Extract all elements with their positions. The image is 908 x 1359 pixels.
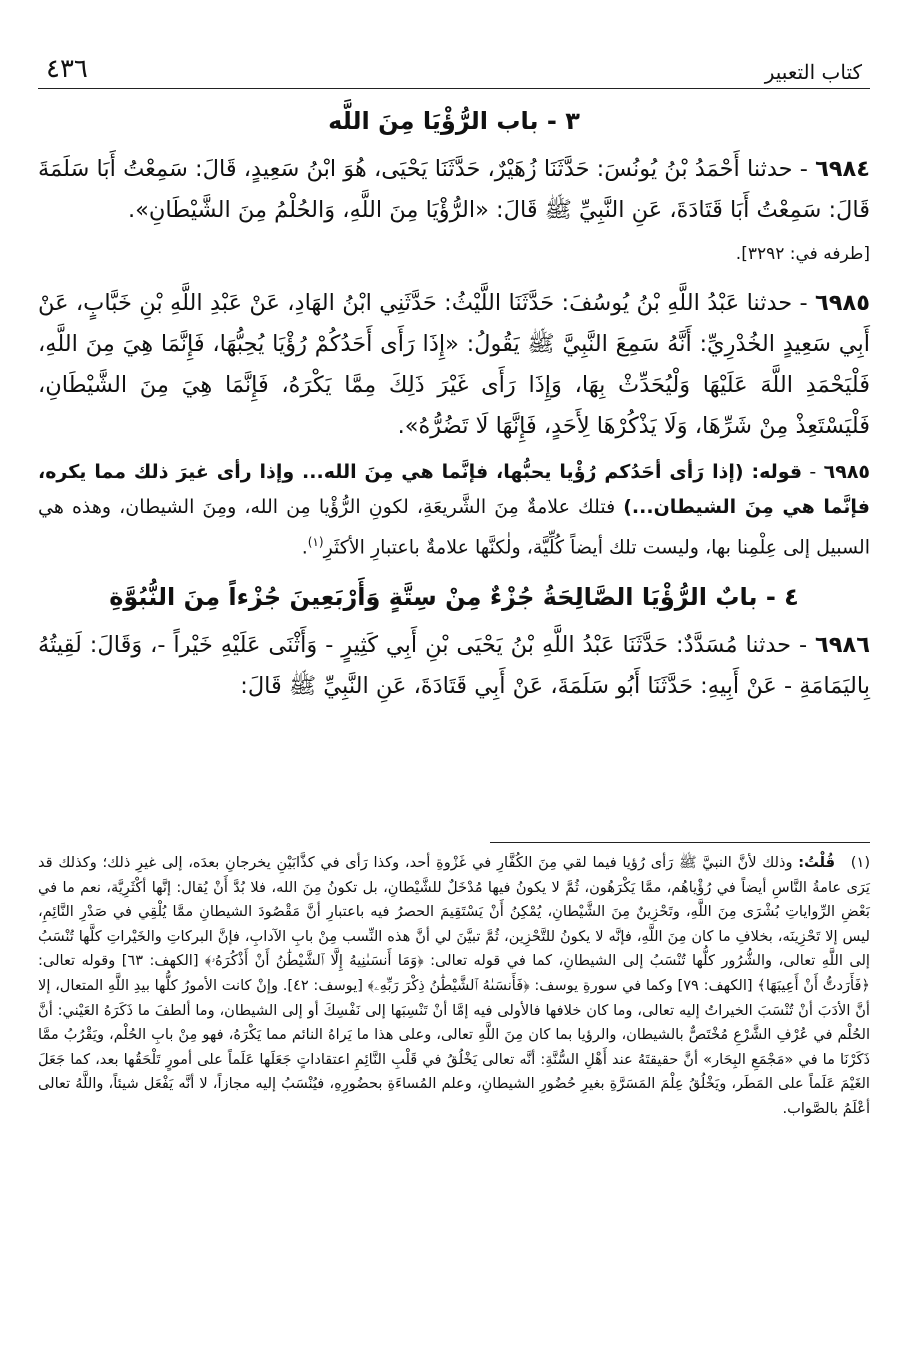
footnote-reference[interactable]: (١) (307, 535, 324, 549)
hadith-text: حدثنا عَبْدُ اللَّهِ بْنُ يُوسُفَ: حَدَّثَنَا اللَّيْثُ: حَدَّثَنِي ابْنُ الهَادِ، عَنْ عَبْدِ اللَّهِ بْنِ خَبَّابٍ، عَنْ أَبِي سَعِيدٍ الخُدْرِيِّ: أَنَّهُ سَمِعَ النَّبِيَّ ﷺ يَقُولُ: «إِذَا رَأَى أَحَدُكُمْ رُؤْيَا يُحِبُّهَا، فَإِنَّمَا هِيَ مِنَ اللَّهِ، فَلْيَحْمَدِ اللَّهَ عَلَيْهَا وَلْيُحَدِّثْ بِهَا، وَإِذَا رَأَى غَيْرَ ذَلِكَ مِمَّا يَكْرَهُ، فَإِنَّمَا هِيَ مِنَ الشَّيْطَانِ، فَلْيَسْتَعِذْ مِنْ شَرِّهَا، وَلَا يَذْكُرْهَا لِأَحَدٍ، فَإِنَّهَا لَا تَضُرُّهُ». (38, 290, 870, 439)
footnote-divider (490, 842, 870, 843)
commentary-body: فتلك علامةٌ مِنَ الشَّريعَةِ، لكونِ الرُّؤْيا مِن الله، ومِنَ الشيطان، وهذه هي السبيل إلى عِلْمِنا بها، وليست تلك أيضاً كُلِّيَّة، ولٰكنَّها علامةٌ باعتبارِ الأكثَرِ (38, 496, 870, 559)
commentary-number: ٦٩٨٥ (823, 461, 871, 483)
cross-reference: [طرفه في: ٣٢٩٢]. (735, 244, 870, 264)
hadith-text: حدثنا أَحْمَدُ بْنُ يُونُسَ: حَدَّثَنَا زُهَيْرٌ، حَدَّثَنَا يَحْيَى، هُوَ ابْنُ سَعِيدٍ، قَالَ: سَمِعْتُ أَبَا سَلَمَةَ قَالَ: سَمِعْتُ أَبَا قَتَادَةَ، عَنِ النَّبِيِّ ﷺ قَالَ: «الرُّؤْيَا مِنَ اللَّهِ، وَالحُلْمُ مِنَ الشَّيْطَانِ». (38, 156, 870, 223)
page-number: ٤٣٦ (46, 54, 88, 84)
chapter-3-title: ٣ - باب الرُّؤْيَا مِنَ اللَّه (328, 107, 580, 135)
chapter-4-title: ٤ - بابٌ الرُّؤْيَا الصَّالِحَةُ جُزْءٌ مِنْ سِتَّةٍ وَأَرْبَعِينَ جُزْءاً مِنَ النُّبُوَّةِ (109, 583, 799, 612)
book-title: كتاب التعبير (764, 60, 862, 84)
commentary-lead: قوله: (إذا رَأى أحَدُكم رُؤْيا يحبُّها، فإنَّما هي مِنَ الله... وإذا رأى غيرَ ذلك مما يكره، فإنَّما هي مِنَ الشيطان...) (38, 461, 870, 518)
commentary-6985: ٦٩٨٥ - قوله: (إذا رَأى أحَدُكم رُؤْيا يحبُّها، فإنَّما هي مِنَ الله... وإذا رأى غيرَ ذلك مما يكره، فإنَّما هي مِنَ الشيطان...) فتلك علامةٌ مِنَ الشَّريعَةِ، لكونِ الرُّؤْيا مِن الله، ومِنَ الشيطان، وهذه هي السبيل إلى عِلْمِنا بها، وليست تلك أيضاً كُلِّيَّة، ولٰكنَّها علامةٌ باعتبارِ الأكثَرِ$^{(١)}$. (38, 461, 871, 559)
hadith-text: حدثنا مُسَدَّدٌ: حَدَّثَنَا عَبْدُ اللَّهِ بْنُ يَحْيَى بْنِ أَبِي كَثِيرٍ - وَأَثْنَى عَلَيْهِ خَيْراً -، وَقَالَ: لَقِيتُهُ بِاليَمَامَةِ - عَنْ أَبِيهِ: حَدَّثَنَا أَبُو سَلَمَةَ، عَنْ أَبِي قَتَادَةَ، عَنِ النَّبِيِّ ﷺ قَالَ: (38, 632, 870, 700)
footnote-lead: قُلْتُ: (798, 854, 836, 871)
hadith-number: ٦٩٨٤ (815, 156, 870, 182)
footnote-1 (38, 851, 870, 1122)
hadith-number: ٦٩٨٦ (815, 632, 870, 659)
hadith-6984: ٦٩٨٤ - حدثنا أَحْمَدُ بْنُ يُونُسَ: حَدَّثَنَا زُهَيْرٌ، حَدَّثَنَا يَحْيَى، هُوَ ابْنُ سَعِيدٍ، قَالَ: سَمِعْتُ أَبَا سَلَمَةَ قَالَ: سَمِعْتُ أَبَا قَتَادَةَ، عَنِ النَّبِيِّ ﷺ قَالَ: «الرُّؤْيَا مِنَ اللَّهِ، وَالحُلْمُ مِنَ الشَّيْطَانِ». (38, 156, 870, 223)
footnote-text: وذلك لأنَّ النبيَّ ﷺ رَأى رُؤيا فيما لقي مِنَ الكُفَّارِ في غَزْوةِ أحد، وكذا رَأى في كذَّابَيْنِ يخرجانِ بعدَه، إلى غيرِ ذلك؛ وكذلك قد يَرَى عامةُ النَّاسِ أيضاً في رُؤْياهُم، ممَّا يَكْرَهُون، ثُمَّ لا يكونُ فيها مُدْخَلٌ للشَّيْطانِ، بل تكونُ مِنَ الله، فلا بُدَّ أَنْ يُقال: إنَّها أكْثَرِيَّة، نعم ما في بَعْضِ الرِّواياتِ بُشْرَى مِنَ اللَّهِ، وتَحْزِينٌ مِنَ الشَّيْطانِ، يُمْكِنُ أَنْ يَسْتَقِيمَ الحصرُ فيه باعتبارِ أنَّ مَقْصُودَ الشيطانِ ممَّا يُلْقِي في صَدْرِ النَّائِمِ، ليس إلا تَحْزِينَه، بخلافِ ما كان مِنَ اللَّهِ، فإنَّه لا يكونُ للتَّحْزِين، ثُمَّ تبيَّنَ لي أنَّ هذه النِّسب مِنْ بابِ الآدابِ، فإنَّ البركاتِ والخَيْراتِ كلَّها تُنْسَبُ إلى اللَّهِ تعالى، والشُّرُور كلُّها تُنْسَبُ إلى الشيطانِ، كما في قوله تعالى: ﴿وَمَا أَنسَىٰنِيهُ إِلَّا ٱلشَّيْطَٰنُ أَنْ أَذْكُرَهُۥ﴾ [الكهف: ٦٣] وقوله تعالى: ﴿فَأَرَدتُّ أَنْ أَعِيبَهَا﴾ [الكهف: ٧٩] وكما في سورةِ يوسف: ﴿فَأَنسَىٰهُ ٱلشَّيْطَٰنُ ذِكْرَ رَبِّهِۦ﴾ [يوسف: ٤٢]. وإنْ كانت الأمورُ كلُّها بيدِ اللَّهِ المتعال، إلا أنَّ الأدَبَ أنْ تُنْسَبَ الخيراتُ إليه تعالى، وما كان خلافها فالأولى فيه إمَّا أنْ تَنْسِبَها إلى نَفْسِكَ أو إلى الشيطان، وما ألطفَ ما ذَكَرَهُ العَيْني: أنَّ الحُلْم في عُرْفِ الشَّرْعِ مُخْتَصٌّ بالشيطان، والرؤيا بما كان مِنَ اللَّهِ تعالى، وعلى هذا ما يَراهُ النائم مما يَكْرَهُ، فهو مِنْ بابِ الحُلْم، ويَقْرُبُ ممَّا ذَكَرْنَا ما في «مَجْمَعِ البِحَار» أنَّ حقيقتَهُ عند أَهْلِ السُّنَّةِ: أنَّه تعالى يَخْلُقُ في قَلْبِ النَّائِمِ اعتقاداتٍ جَعَلَها عَلَماً على أمورٍ تَلْحَقُها بعد، كما جَعَلَ الغَيْمَ عَلَماً على المَطَر، ويَخْلُقُ عِلْمَ المَسَرَّةِ بغيرِ حُضُورِ الشيطانِ، وعلم المُساءَةِ بحضُورِهِ، فيُنْسَبُ إليه مجازاً، لا أنَّه يَفْعَل شيئاً، واللَّهُ تعالى أعْلَمُ بالصَّواب. (38, 854, 870, 1117)
hadith-6985: ٦٩٨٥ - حدثنا عَبْدُ اللَّهِ بْنُ يُوسُفَ: حَدَّثَنَا اللَّيْثُ: حَدَّثَنِي ابْنُ الهَادِ، عَنْ عَبْدِ اللَّهِ بْنِ خَبَّابٍ، عَنْ أَبِي سَعِيدٍ الخُدْرِيِّ: أَنَّهُ سَمِعَ النَّبِيَّ ﷺ يَقُولُ: «إِذَا رَأَى أَحَدُكُمْ رُؤْيَا يُحِبُّهَا، فَإِنَّمَا هِيَ مِنَ اللَّهِ، فَلْيَحْمَدِ اللَّهَ عَلَيْهَا وَلْيُحَدِّثْ بِهَا، وَإِذَا رَأَى غَيْرَ ذَلِكَ مِمَّا يَكْرَهُ، فَإِنَّمَا هِيَ مِنَ الشَّيْطَانِ، فَلْيَسْتَعِذْ مِنْ شَرِّهَا، وَلَا يَذْكُرْهَا لِأَحَدٍ، فَإِنَّهَا لَا تَضُرُّهُ». (38, 290, 870, 439)
hadith-number: ٦٩٨٥ (815, 290, 870, 316)
hadith-6986: ٦٩٨٦ - حدثنا مُسَدَّدٌ: حَدَّثَنَا عَبْدُ اللَّهِ بْنُ يَحْيَى بْنِ أَبِي كَثِيرٍ - وَأَثْنَى عَلَيْهِ خَيْراً -، وَقَالَ: لَقِيتُهُ بِاليَمَامَةِ - عَنْ أَبِيهِ: حَدَّثَنَا أَبُو سَلَمَةَ، عَنْ أَبِي قَتَادَةَ، عَنِ النَّبِيِّ ﷺ قَالَ: (38, 632, 870, 700)
page-header (38, 40, 870, 89)
footnotes (38, 842, 870, 1122)
footnote-marker: (١) (850, 854, 871, 871)
